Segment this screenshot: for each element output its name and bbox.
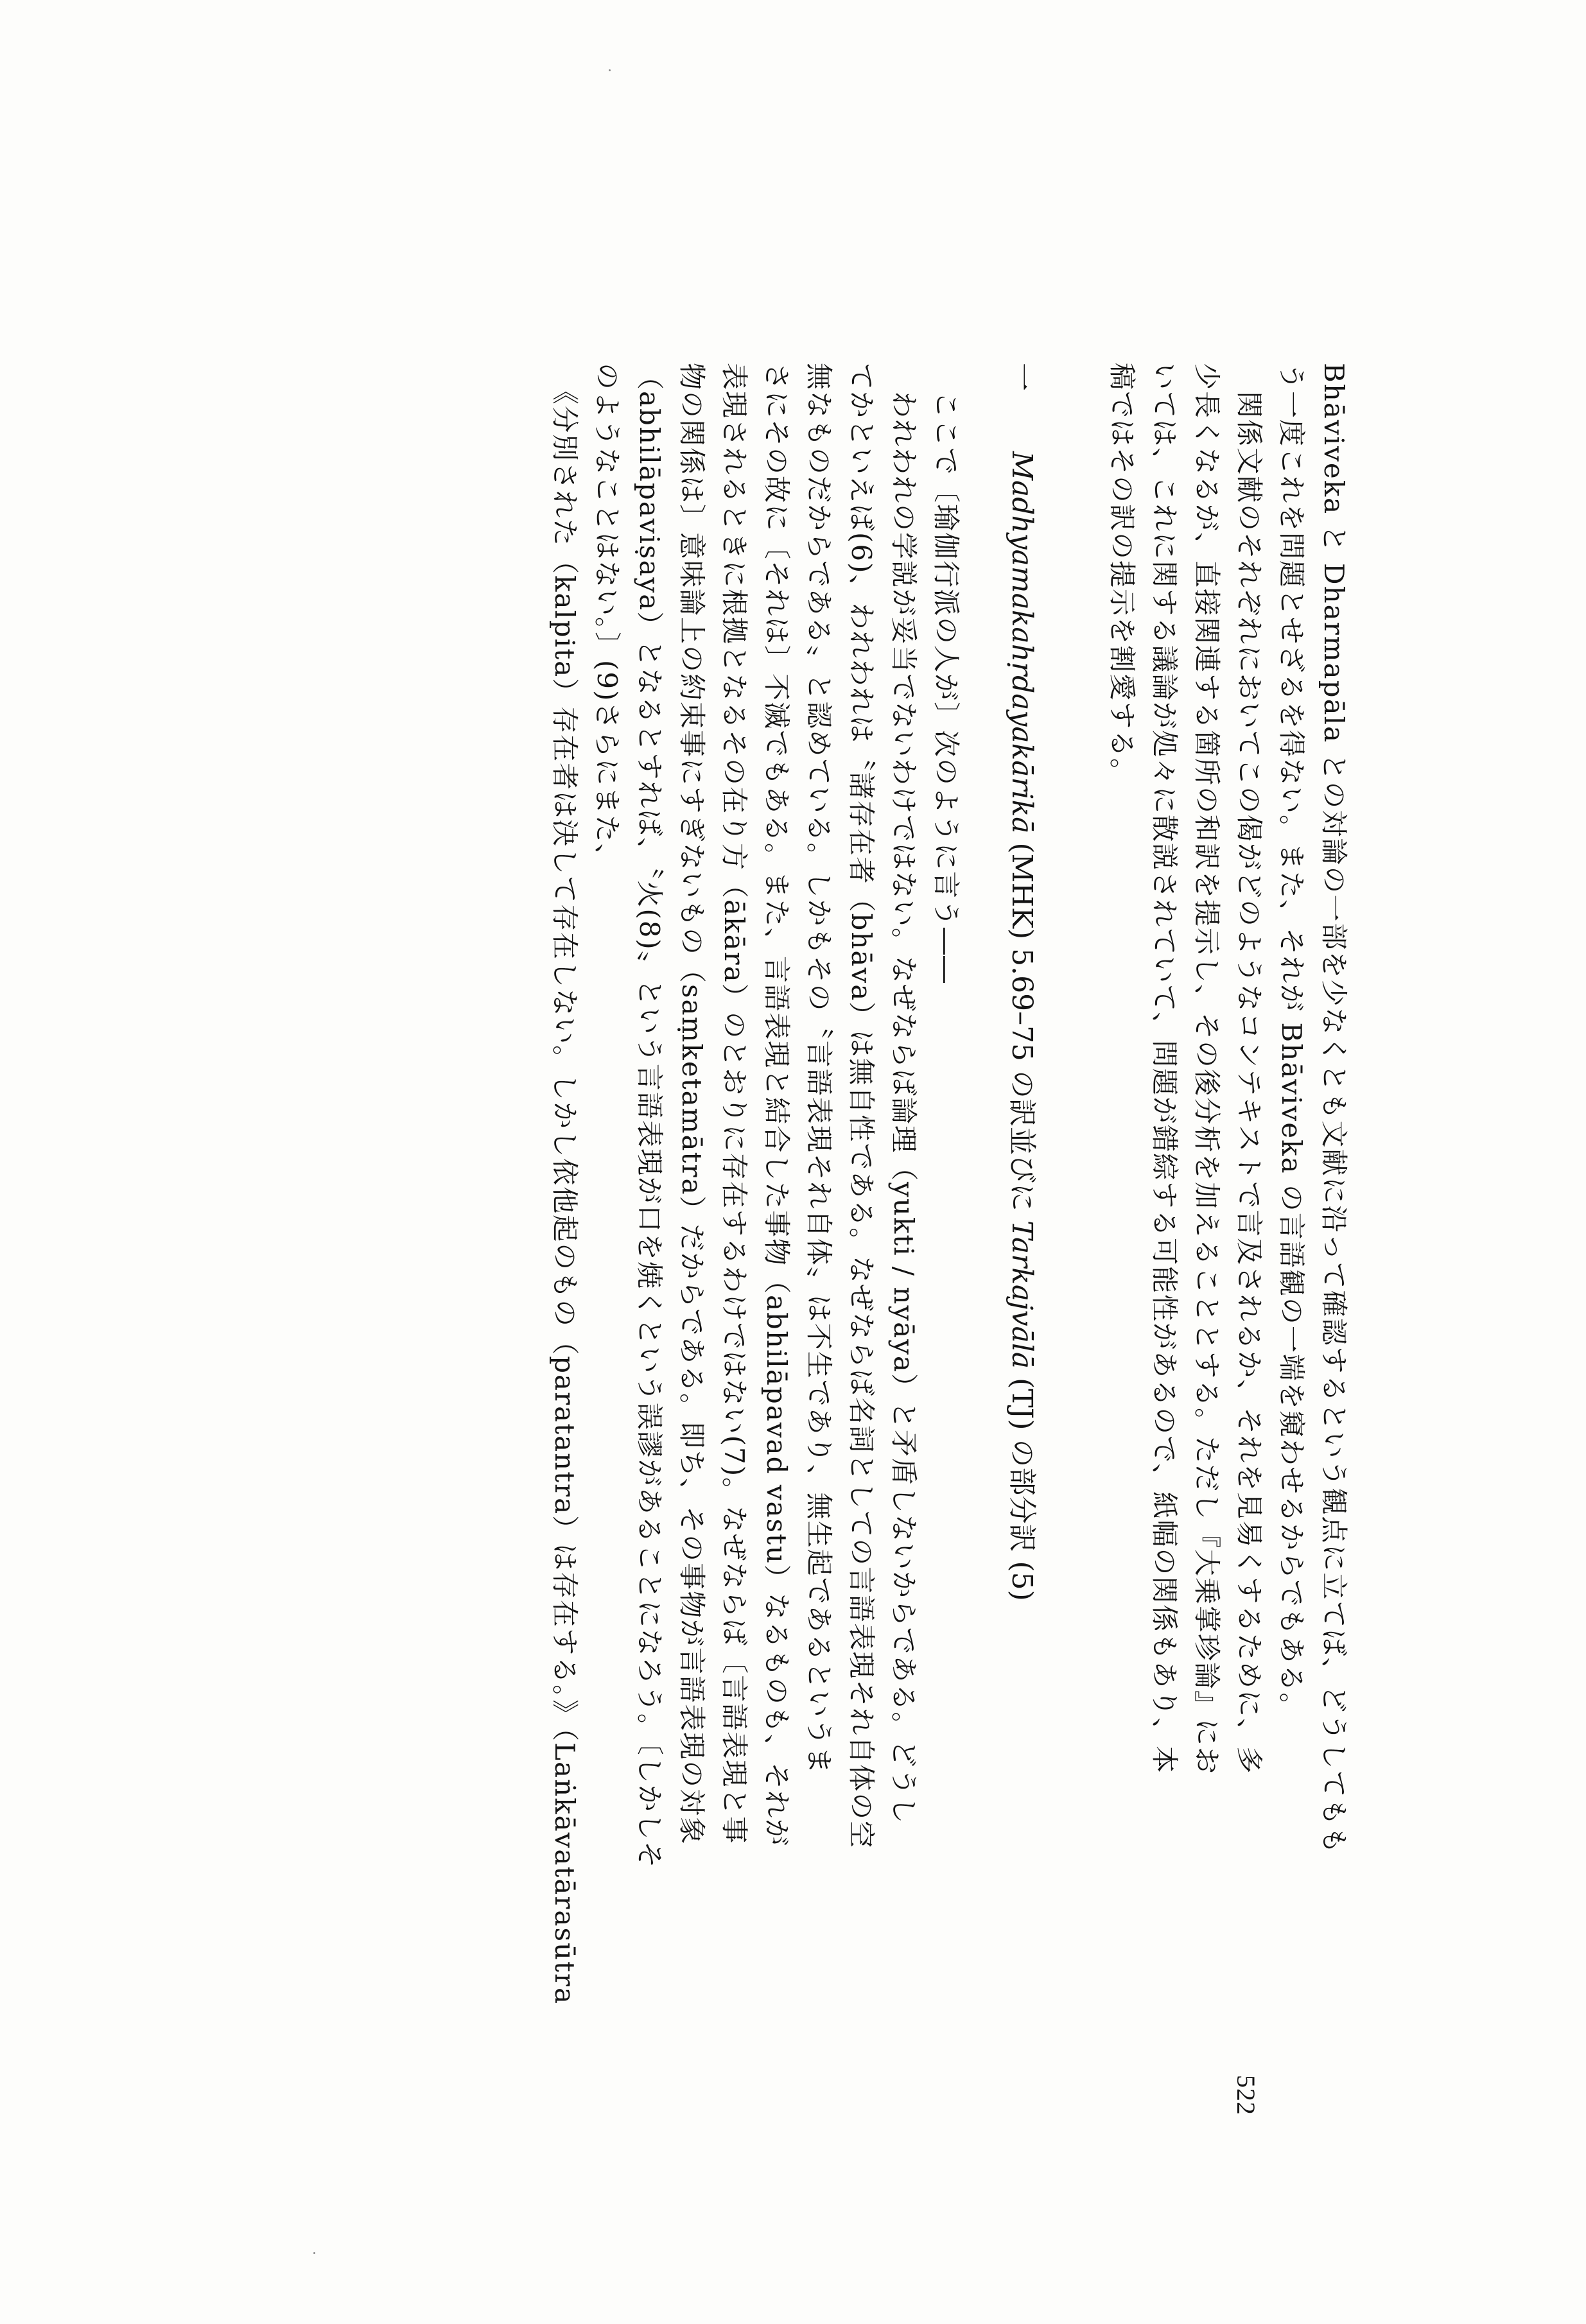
section-heading: [1000, 363, 1043, 1692]
body-line: 物の関係は〕意味論上の約束事にすぎないもの（saṃketamātra）だからである。即ち、その事物が言語表現の対象: [676, 363, 708, 1846]
page-number: 522: [1232, 2075, 1260, 2115]
body-line: さにその故に〔それは〕不滅でもある。また、言語表現と結合した事物（abhilāpavad vastu）なるものも、それが: [761, 363, 792, 1848]
scan-speck: [313, 2252, 315, 2254]
paragraph-line: う一度これを問題とせざるを得ない。また、それが Bhāviveka の言語観の一端を窺わせるからでもある。: [1276, 363, 1307, 1721]
body-line: 表現されるときに根拠となるその在り方（ākāra）のとおりに存在するわけではない(7)。なぜならば〔言語表現と事: [719, 363, 750, 1845]
body-line: てかといえば(6)、われわれは〝諸存在者（bhāva）は無自性である。なぜならば名詞としての言語表現それ自体の空: [846, 363, 877, 1850]
heading-title-end: (TJ) の部分訳: [1006, 1378, 1038, 1552]
heading-title-italic-2: Tarkajvālā: [1006, 1220, 1038, 1369]
body-line: われわれの学説が妥当でないわけではない。なぜならば論理（yukti / nyāya）と矛盾しないからである。どうし: [888, 363, 919, 1825]
body-line: ここで〔瑜伽行派の人が〕次のように言う――: [930, 363, 962, 985]
paragraph-line: いては、これに関する議論が処々に散説されていて、問題が錯綜する可能性があるので、紙幅の関係もあり、本: [1149, 363, 1180, 1774]
paragraph-line: 稿ではその訳の提示を割愛する。: [1106, 363, 1138, 787]
paragraph-line: 少長くなるが、直接関連する箇所の和訳を提示し、その後分析を加えることとする。ただし『大乗掌珍論』にお: [1191, 363, 1223, 1776]
body-line: 《分別された（kalpita）存在者は決して存在しない。しかし依他起のもの（paratantra）は存在する。》（Laṅkāvatārasūtra: [549, 363, 580, 2006]
heading-title-italic: Madhyamakahṛdayakārikā: [1006, 451, 1038, 834]
heading-title-rest: (MHK) 5.69–75 の訳並びに: [1006, 842, 1038, 1221]
paragraph-line: Bhāviveka と Dharmapāla との対論の一部を少なくとも文献に沿って確認するという観点に立てば、どうしてもも: [1318, 363, 1350, 1855]
heading-note-marker: (5): [1006, 1561, 1038, 1601]
paragraph-line: 関係文献のそれぞれにおいてこの偈がどのようなコンテキストで言及されるか、それを見易くするために、多: [1233, 363, 1265, 1775]
section-number: 一: [1006, 363, 1038, 391]
section-gap: [1061, 363, 1101, 1692]
scan-speck: [609, 69, 611, 71]
body-line: のようなことはない。〕(9)さらにまた、: [591, 363, 623, 872]
rotated-text-block: [392, 363, 1355, 2006]
body-line: （abhilāpaviṣaya）となるとすれば、〝火(8)〟という言語表現が口を焼くという誤謬があることになろう。〔しかしそ: [634, 363, 665, 1869]
body-line: 無なものだからである〟と認めている。しかもその〝言語表現それ自体〟は不生であり、無生起であるというま: [803, 363, 835, 1775]
